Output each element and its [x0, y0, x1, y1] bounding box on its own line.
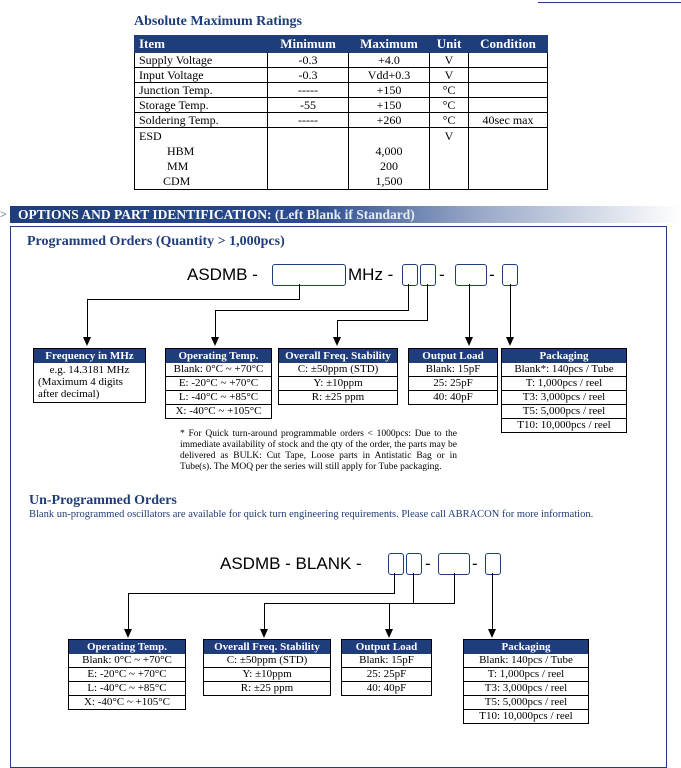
- connector: [492, 573, 493, 629]
- stability-option: C: ±50ppm (STD): [226, 654, 308, 666]
- load-box: [408, 348, 498, 405]
- temp-option: X: -40°C ~ +105°C: [69, 695, 185, 709]
- load-box-title: Output Load: [342, 640, 431, 654]
- section-banner: [10, 206, 681, 223]
- amr-cell-esd: [135, 128, 268, 190]
- connector: [215, 310, 216, 337]
- amr-cell-esd-values: [349, 128, 430, 190]
- pn-dash: -: [425, 554, 431, 573]
- freq-box-line: e.g. 14.3181 MHz: [49, 364, 130, 376]
- freq-box-title: Frequency in MHz: [34, 349, 145, 363]
- stability-option: R: ±25 ppm: [279, 390, 397, 404]
- section-title: OPTIONS AND PART IDENTIFICATION: (Left Blank if Standard): [18, 207, 415, 222]
- amr-cell: V: [430, 53, 469, 68]
- load-slot: [438, 553, 470, 575]
- arrow-down-icon: [506, 337, 514, 346]
- amr-cell: [469, 68, 548, 83]
- table-row: [135, 83, 548, 98]
- arrow-down-icon: [260, 629, 268, 638]
- packaging-option: T3: 3,000pcs / reel: [464, 681, 588, 695]
- freq-box-line: (Maximum 4 digits: [38, 376, 123, 388]
- esd-sub-label: HBM: [167, 144, 195, 158]
- packaging-box: [463, 639, 589, 724]
- packaging-option: T: 1,000pcs / reel: [464, 667, 588, 681]
- connector: [337, 320, 428, 321]
- temp-slot: [402, 264, 418, 286]
- pn-dash: -: [439, 265, 445, 284]
- arrow-down-icon: [488, 629, 496, 638]
- connector: [427, 284, 428, 320]
- temp-option: L: -40°C ~ +85°C: [69, 681, 185, 695]
- amr-cell: +150: [349, 83, 430, 98]
- packaging-slot: [502, 264, 518, 286]
- connector: [215, 310, 409, 311]
- load-option: 25: 25pF: [342, 667, 431, 681]
- connector: [128, 593, 129, 629]
- connector: [299, 284, 300, 299]
- arrow-down-icon: [385, 629, 393, 638]
- stability-option: C: ±50ppm (STD): [297, 363, 379, 375]
- packaging-slot: [485, 553, 501, 575]
- stability-option: Y: ±10ppm: [279, 376, 397, 390]
- temp-option: L: -40°C ~ +85°C: [166, 390, 271, 404]
- connector: [469, 284, 470, 337]
- arrow-down-icon: [83, 337, 91, 346]
- connector: [87, 299, 88, 337]
- amr-header-max: Maximum: [349, 36, 430, 53]
- temp-box-title: Operating Temp.: [166, 349, 271, 363]
- temp-box-title: Operating Temp.: [69, 640, 185, 654]
- connector: [128, 593, 395, 594]
- top-rule: [538, 0, 681, 3]
- connector: [394, 573, 395, 593]
- load-option: Blank: 15pF: [425, 363, 481, 375]
- arrow-down-icon: [124, 629, 132, 638]
- unprogrammed-title: Un-Programmed Orders: [29, 493, 177, 508]
- section-chevron: >: [0, 207, 7, 221]
- amr-cell: [469, 98, 548, 113]
- amr-header-item: Item: [135, 36, 268, 53]
- temp-option: Blank: 0°C ~ +70°C: [173, 363, 264, 375]
- freq-box: [33, 348, 146, 403]
- table-row-esd: [135, 128, 548, 190]
- amr-header-condition: Condition: [469, 36, 548, 53]
- packaging-box-title: Packaging: [502, 349, 626, 363]
- esd-value: 1,500: [375, 174, 403, 188]
- amr-cell: Vdd+0.3: [349, 68, 430, 83]
- temp-option: X: -40°C ~ +105°C: [166, 404, 271, 418]
- amr-cell: Storage Temp.: [135, 98, 268, 113]
- esd-sub-label: CDM: [163, 174, 191, 188]
- temp-box: [165, 348, 272, 419]
- load-slot: [455, 264, 487, 286]
- amr-cell: [469, 128, 548, 190]
- temp-slot: [388, 553, 404, 575]
- pn-mhz: MHz -: [348, 265, 394, 284]
- esd-label: ESD: [139, 129, 162, 143]
- packaging-option: T: 1,000pcs / reel: [502, 376, 626, 390]
- packaging-option: T5: 5,000pcs / reel: [464, 695, 588, 709]
- connector: [389, 603, 390, 629]
- connector: [454, 573, 455, 603]
- amr-cell: -0.3: [268, 68, 349, 83]
- load-option: 40: 40pF: [342, 681, 431, 695]
- pn-blank-prefix: ASDMB - BLANK -: [220, 554, 362, 573]
- temp-box: [68, 639, 186, 710]
- amr-table: [134, 35, 548, 190]
- table-row: [135, 113, 548, 128]
- amr-header-min: Minimum: [268, 36, 349, 53]
- amr-cell: 40sec max: [469, 113, 548, 128]
- connector: [389, 603, 455, 604]
- load-option: Blank: 15pF: [359, 654, 414, 666]
- stability-box: [278, 348, 398, 405]
- stability-box-title: Overall Freq. Stability: [204, 640, 330, 654]
- pn-dash: -: [489, 265, 495, 284]
- amr-header-row: [135, 36, 548, 53]
- amr-cell: -----: [268, 113, 349, 128]
- temp-option: E: -20°C ~ +70°C: [69, 667, 185, 681]
- stability-option: R: ±25 ppm: [204, 681, 330, 695]
- packaging-box-title: Packaging: [464, 640, 588, 654]
- amr-cell: V: [430, 128, 469, 190]
- connector: [408, 284, 409, 310]
- esd-value: 200: [380, 159, 398, 173]
- connector: [337, 320, 338, 337]
- arrow-down-icon: [333, 337, 341, 346]
- amr-cell: Soldering Temp.: [135, 113, 268, 128]
- programmed-title: Programmed Orders (Quantity > 1,000pcs): [27, 234, 285, 249]
- amr-cell: +4.0: [349, 53, 430, 68]
- amr-cell: +150: [349, 98, 430, 113]
- amr-cell: -55: [268, 98, 349, 113]
- connector: [413, 573, 414, 603]
- packaging-option: Blank*: 140pcs / Tube: [514, 363, 614, 375]
- pn-prefix: ASDMB -: [187, 265, 258, 284]
- amr-cell: Input Voltage: [135, 68, 268, 83]
- amr-title: Absolute Maximum Ratings: [134, 14, 303, 29]
- esd-sub-label: MM: [167, 159, 189, 173]
- amr-cell: [469, 53, 548, 68]
- connector: [87, 299, 300, 300]
- arrow-down-icon: [211, 337, 219, 346]
- table-row: [135, 98, 548, 113]
- amr-cell: °C: [430, 83, 469, 98]
- pn-dash: -: [472, 554, 478, 573]
- amr-cell: °C: [430, 98, 469, 113]
- packaging-option: T3: 3,000pcs / reel: [502, 390, 626, 404]
- packaging-option: Blank: 140pcs / Tube: [479, 654, 573, 666]
- amr-cell: -0.3: [268, 53, 349, 68]
- amr-cell: +260: [349, 113, 430, 128]
- table-row: [135, 53, 548, 68]
- temp-option: E: -20°C ~ +70°C: [166, 376, 271, 390]
- amr-cell: [268, 128, 349, 190]
- connector: [510, 284, 511, 337]
- stability-slot: [406, 553, 422, 575]
- amr-cell: -----: [268, 83, 349, 98]
- connector: [264, 603, 265, 629]
- amr-header-unit: Unit: [430, 36, 469, 53]
- load-box-title: Output Load: [409, 349, 497, 363]
- amr-cell: Supply Voltage: [135, 53, 268, 68]
- freq-slot: [272, 264, 346, 286]
- stability-box: [203, 639, 331, 696]
- bulk-note: * For Quick turn-around programmable orders < 1000pcs: Due to the immediate availability of stock and the qty of the order, the parts may be delivered as BULK: Cut Tape, Loose parts in Antistatic Bag or in Tube(s). The MOQ per the series will still apply for Tube packaging.: [180, 429, 457, 472]
- stability-slot: [420, 264, 436, 286]
- load-box: [341, 639, 432, 696]
- amr-cell: [469, 83, 548, 98]
- arrow-down-icon: [465, 337, 473, 346]
- amr-cell: V: [430, 68, 469, 83]
- stability-option: Y: ±10ppm: [204, 667, 330, 681]
- stability-box-title: Overall Freq. Stability: [279, 349, 397, 363]
- packaging-option: T10: 10,000pcs / reel: [464, 709, 588, 723]
- unprogrammed-subtitle: Blank un-programmed oscillators are available for quick turn engineering requirements. Please call ABRACON for more information.: [29, 509, 594, 520]
- esd-value: 4,000: [375, 144, 403, 158]
- amr-cell: Junction Temp.: [135, 83, 268, 98]
- freq-box-line: after decimal): [38, 388, 100, 400]
- load-option: 40: 40pF: [409, 390, 497, 404]
- packaging-option: T10: 10,000pcs / reel: [502, 418, 626, 432]
- load-option: 25: 25pF: [409, 376, 497, 390]
- temp-option: Blank: 0°C ~ +70°C: [82, 654, 172, 666]
- packaging-option: T5: 5,000pcs / reel: [502, 404, 626, 418]
- table-row: [135, 68, 548, 83]
- amr-cell: °C: [430, 113, 469, 128]
- packaging-box: [501, 348, 627, 433]
